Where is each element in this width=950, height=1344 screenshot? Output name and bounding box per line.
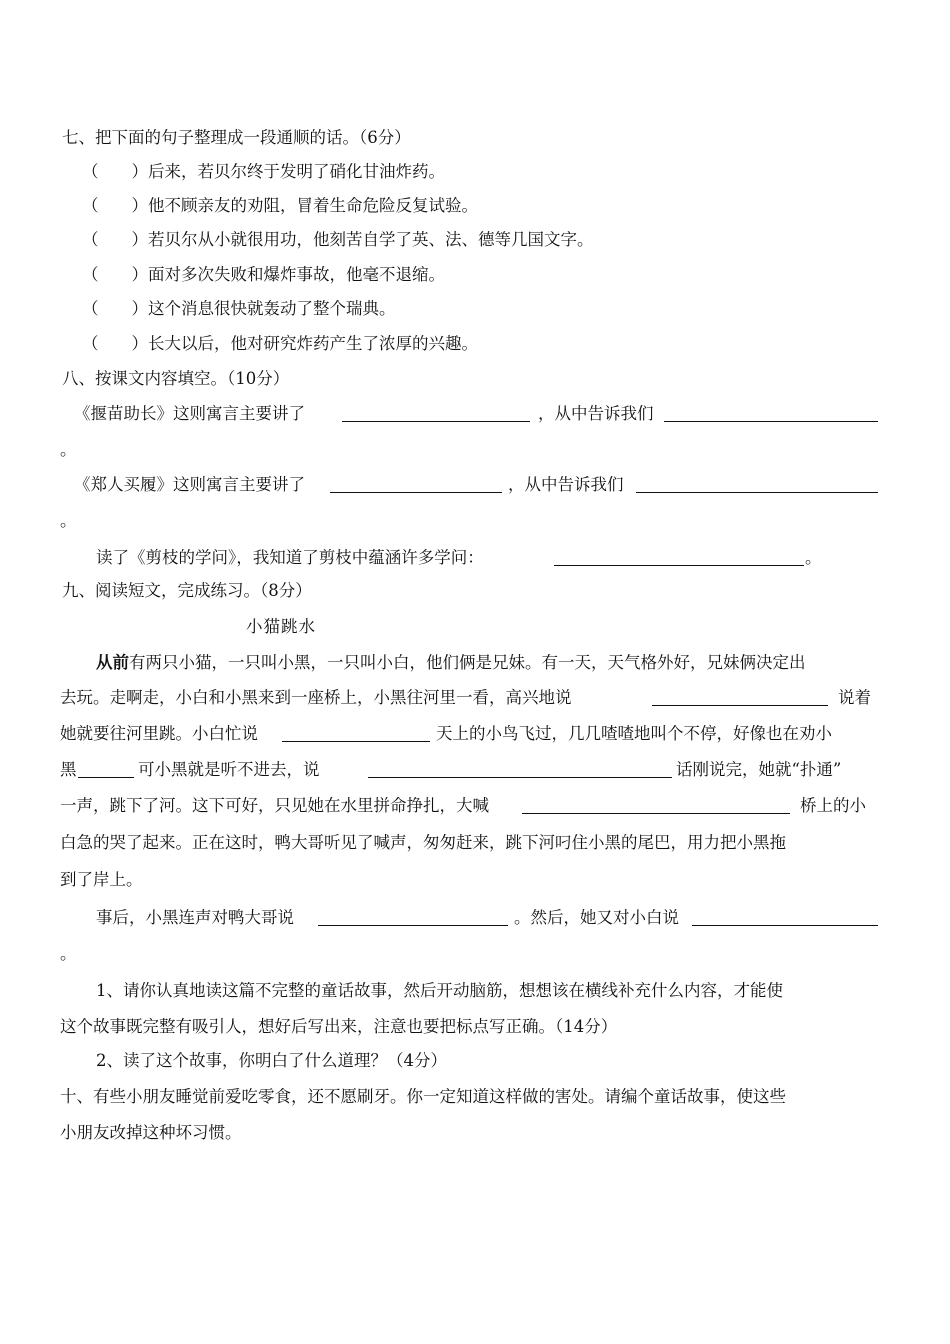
section7-item: （ ）长大以后，他对研究炸药产生了浓厚的兴趣。 [82, 334, 478, 353]
section7-item: （ ）面对多次失败和爆炸事故，他毫不退缩。 [82, 265, 445, 284]
question-text: 2、读了这个故事，你明白了什么道理？（4分） [96, 1051, 447, 1070]
section9-heading: 九、阅读短文，完成练习。（8分） [62, 581, 312, 600]
answer-blank[interactable] [318, 925, 508, 926]
section8-q2-text: 《郑人买履》这则寓言主要讲了 [74, 475, 305, 494]
answer-blank[interactable] [342, 421, 530, 422]
answer-blank[interactable] [282, 741, 430, 742]
answer-blank[interactable] [554, 565, 804, 566]
section7-item: （ ）若贝尔从小就很用功，他刻苦自学了英、法、德等几国文字。 [82, 230, 594, 249]
story-line [96, 651, 806, 675]
answer-blank[interactable] [652, 705, 828, 706]
section8-q3-text: 读了《剪枝的学问》，我知道了剪枝中蕴涵许多学问： [96, 548, 484, 567]
line-end-period: 。 [60, 944, 77, 963]
story-text: 可小黑就是听不进去，说 [138, 760, 320, 779]
answer-blank[interactable] [636, 492, 878, 493]
section8-q2-text2: ，从中告诉我们 [508, 475, 624, 494]
story-text: 黑 [60, 760, 77, 779]
line-end-period: 。 [60, 440, 77, 459]
story-text: 一声，跳下了河。这下可好，只见她在水里拼命挣扎，大喊 [60, 796, 489, 815]
section7-item: （ ）这个消息很快就轰动了整个瑞典。 [82, 299, 396, 318]
answer-blank[interactable] [522, 813, 790, 814]
story-text: 话刚说完，她就“扑通” [676, 760, 842, 779]
story-text: 天上的小鸟飞过，几几喳喳地叫个不停，好像也在劝小 [436, 724, 832, 743]
question-text: 1、请你认真地读这篇不完整的童话故事，然后开动脑筋，想想该在横线补充什么内容，才能使 [96, 981, 783, 1000]
answer-blank[interactable] [664, 421, 878, 422]
story-text: 白急的哭了起来。正在这时，鸭大哥听见了喊声，匆匆赶来，跳下河叼住小黑的尾巴，用力把小黑拖 [60, 833, 786, 852]
section7-heading: 七、把下面的句子整理成一段通顺的话。（6分） [62, 128, 411, 147]
section10-text: 小朋友改掉这种坏习惯。 [60, 1123, 242, 1142]
answer-blank[interactable] [692, 925, 878, 926]
story-text: 说着 [838, 688, 871, 707]
section7-item: （ ）他不顾亲友的劝阻，冒着生命危险反复试验。 [82, 196, 478, 215]
section7-item: （ ）后来，若贝尔终于发明了硝化甘油炸药。 [82, 162, 445, 181]
story-text: 去玩。走啊走，小白和小黑来到一座桥上，小黑往河里一看，高兴地说 [60, 688, 572, 707]
line-end-period: 。 [60, 511, 77, 530]
story-text: 有两只小猫，一只叫小黑，一只叫小白，他们俩是兄妹。有一天，天气格外好，兄妹俩决定出 [129, 653, 806, 672]
story-text: 她就要往河里跳。小白忙说 [60, 724, 258, 743]
story-text: 桥上的小 [800, 796, 866, 815]
section8-heading: 八、按课文内容填空。（10分） [62, 369, 290, 388]
answer-blank[interactable] [78, 777, 134, 778]
line-end-period: 。 [805, 548, 822, 567]
story-text: 到了岸上。 [60, 870, 143, 889]
story-text: 事后，小黑连声对鸭大哥说 [96, 908, 294, 927]
answer-blank[interactable] [368, 777, 672, 778]
story-text: 。然后，她又对小白说 [514, 908, 679, 927]
question-text: 这个故事既完整有吸引人，想好后写出来，注意也要把标点写正确。（14分） [60, 1017, 618, 1036]
section10-text: 十、有些小朋友睡觉前爱吃零食，还不愿刷牙。你一定知道这样做的害处。请编个童话故事，使这些 [60, 1087, 786, 1106]
section8-q1-text: 《揠苗助长》这则寓言主要讲了 [74, 404, 305, 423]
section8-q1-text2: ，从中告诉我们 [538, 404, 654, 423]
story-title: 小猫跳水 [246, 617, 316, 636]
story-bold-word: 从前 [96, 653, 129, 672]
answer-blank[interactable] [330, 492, 502, 493]
